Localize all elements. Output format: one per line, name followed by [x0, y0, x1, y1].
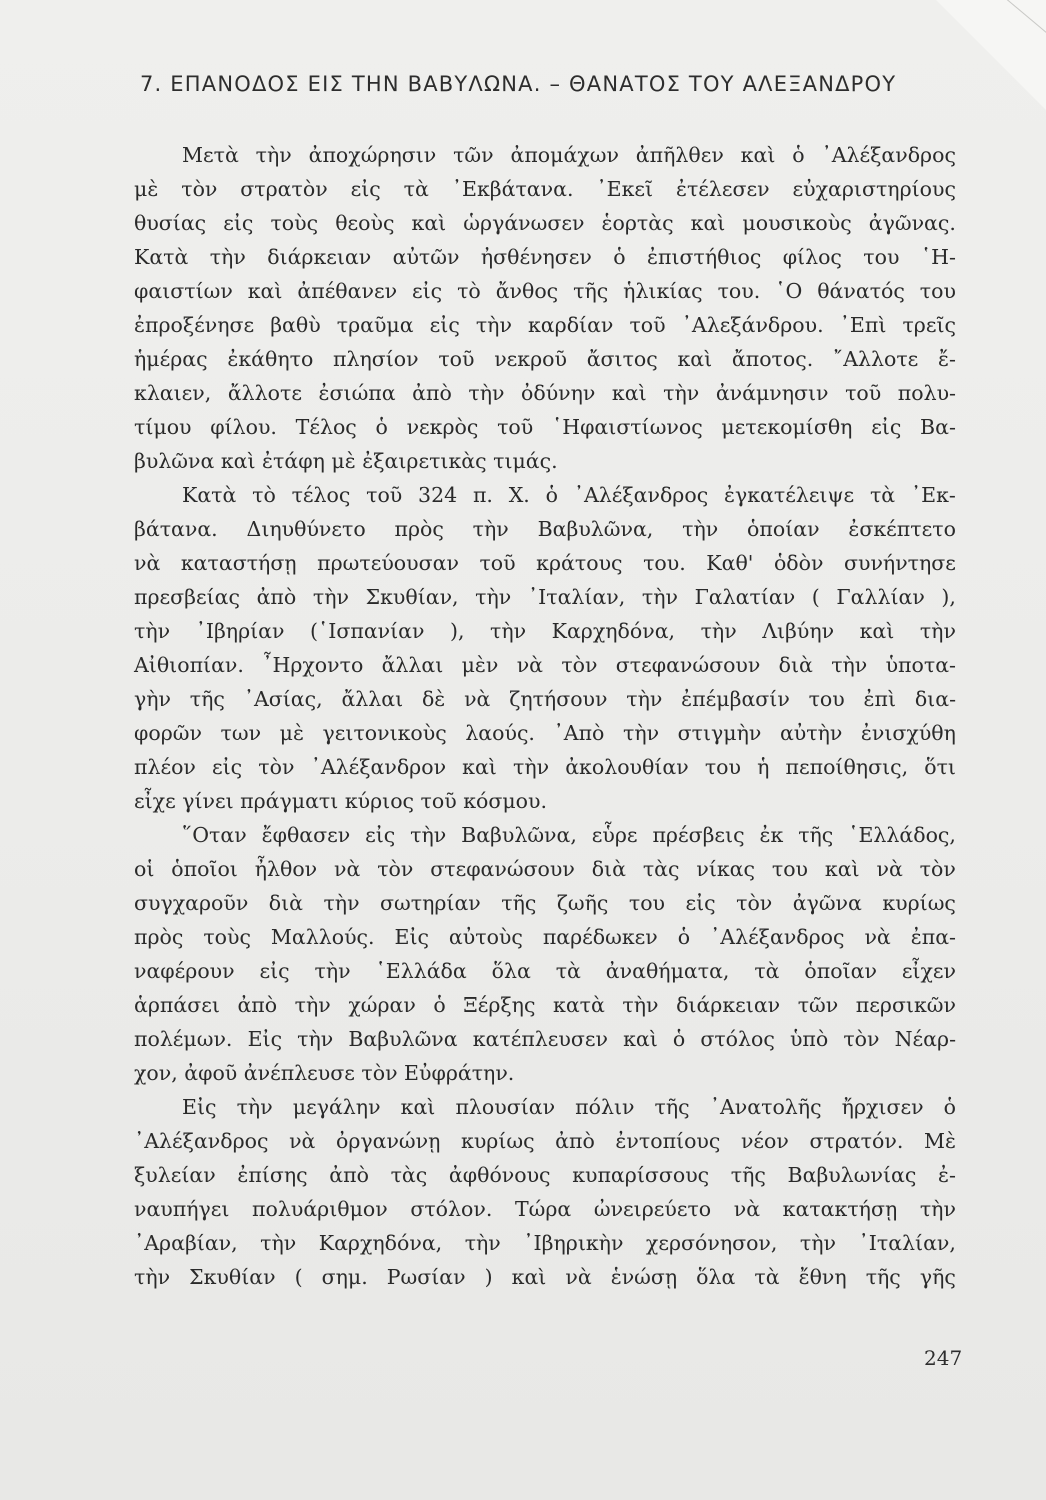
text-line: φορῶν των μὲ γειτονικοὺς λαούς. ᾿Απὸ τὴν στιγμὴν αὐτὴν ἐνισχύθη: [134, 721, 956, 745]
text-line: Μετὰ τὴν ἀποχώρησιν τῶν ἀπομάχων ἀπῆλθεν καὶ ὁ ᾿Αλέξανδρος: [182, 143, 956, 167]
text-line: τὴν Σκυθίαν ( σημ. Ρωσίαν ) καὶ νὰ ἑνώσῃ ὅλα τὰ ἔθνη τῆς γῆς: [134, 1265, 956, 1289]
text-line: ᾿Αλέξανδρος νὰ ὀργανώνῃ κυρίως ἀπὸ ἐντοπίους νέον στρατόν. Μὲ: [134, 1129, 956, 1153]
text-line: τίμου φίλου. Τέλος ὁ νεκρὸς τοῦ ῾Ηφαιστίωνος μετεκομίσθη εἰς Βα-: [134, 415, 956, 439]
text-line: Εἰς τὴν μεγάλην καὶ πλουσίαν πόλιν τῆς ᾿Ανατολῆς ἤρχισεν ὁ: [182, 1095, 956, 1119]
text-line: πολέμων. Εἰς τὴν Βαβυλῶνα κατέπλευσεν καὶ ὁ στόλος ὑπὸ τὸν Νέαρ-: [134, 1027, 956, 1051]
page-number: 247: [924, 1346, 963, 1370]
text-line: ναυπήγει πολυάριθμον στόλον. Τώρα ὠνειρεύετο νὰ κατακτήσῃ τὴν: [134, 1197, 956, 1221]
text-line: ἡμέρας ἐκάθητο πλησίον τοῦ νεκροῦ ἄσιτος καὶ ἄποτος. ῎Αλλοτε ἔ-: [134, 347, 956, 371]
text-line: χον, ἀφοῦ ἀνέπλευσε τὸν Εὐφράτην.: [134, 1061, 515, 1085]
text-line: κλαιεν, ἄλλοτε ἐσιώπα ἀπὸ τὴν ὀδύνην καὶ τὴν ἀνάμνησιν τοῦ πολυ-: [134, 381, 956, 405]
text-line: ῞Οταν ἔφθασεν εἰς τὴν Βαβυλῶνα, εὗρε πρέσβεις ἐκ τῆς ῾Ελλάδος,: [182, 823, 956, 847]
text-line: φαιστίων καὶ ἀπέθανεν εἰς τὸ ἄνθος τῆς ἡλικίας του. ῾Ο θάνατός του: [134, 279, 956, 303]
text-line: Αἰθιοπίαν. ῏Ηρχοντο ἄλλαι μὲν νὰ τὸν στεφανώσουν διὰ τὴν ὑποτα-: [134, 653, 956, 677]
body-text: [134, 138, 956, 1294]
text-line: ᾿Αραβίαν, τὴν Καρχηδόνα, τὴν ᾿Ιβηρικὴν χερσόνησον, τὴν ᾿Ιταλίαν,: [134, 1231, 956, 1255]
text-line: τὴν ᾿Ιβηρίαν (῾Ισπανίαν ), τὴν Καρχηδόνα, τὴν Λιβύην καὶ τὴν: [134, 619, 956, 643]
text-line: ἐπροξένησε βαθὺ τραῦμα εἰς τὴν καρδίαν τοῦ ᾿Αλεξάνδρου. ᾿Επὶ τρεῖς: [134, 313, 956, 337]
text-line: οἱ ὁποῖοι ἦλθον νὰ τὸν στεφανώσουν διὰ τὰς νίκας του καὶ νὰ τὸν: [134, 857, 956, 881]
text-line: Κατὰ τὸ τέλος τοῦ 324 π. Χ. ὁ ᾿Αλέξανδρος ἐγκατέλειψε τὰ ᾿Εκ-: [182, 483, 956, 507]
text-line: γὴν τῆς ᾿Ασίας, ἄλλαι δὲ νὰ ζητήσουν τὴν ἐπέμβασίν του ἐπὶ δια-: [134, 687, 956, 711]
text-line: βυλῶνα καὶ ἐτάφη μὲ ἐξαιρετικὰς τιμάς.: [134, 449, 558, 473]
text-line: θυσίας εἰς τοὺς θεοὺς καὶ ὡργάνωσεν ἑορτὰς καὶ μουσικοὺς ἀγῶνας.: [134, 211, 956, 235]
text-line: νὰ καταστήσῃ πρωτεύουσαν τοῦ κράτους του. Καθ' ὁδὸν συνήντησε: [134, 551, 956, 575]
text-line: πλέον εἰς τὸν ᾿Αλέξανδρον καὶ τὴν ἀκολουθίαν του ἡ πεποίθησις, ὅτι: [134, 755, 956, 779]
text-line: βάτανα. Διηυθύνετο πρὸς τὴν Βαβυλῶνα, τὴν ὁποίαν ἐσκέπτετο: [134, 517, 956, 541]
text-line: ἁρπάσει ἀπὸ τὴν χώραν ὁ Ξέρξης κατὰ τὴν διάρκειαν τῶν περσικῶν: [134, 993, 956, 1017]
text-line: συγχαροῦν διὰ τὴν σωτηρίαν τῆς ζωῆς του εἰς τὸν ἀγῶνα κυρίως: [134, 891, 956, 915]
chapter-title: 7. ΕΠΑΝΟΔΟΣ ΕΙΣ ΤΗΝ ΒΑΒΥΛΩΝΑ. – ΘΑΝΑΤΟΣ ΤΟΥ ΑΛΕΞΑΝΔΡΟΥ: [140, 72, 897, 96]
text-line: πρεσβείας ἀπὸ τὴν Σκυθίαν, τὴν ᾿Ιταλίαν, τὴν Γαλατίαν ( Γαλλίαν ),: [134, 585, 956, 609]
text-line: μὲ τὸν στρατὸν εἰς τὰ ᾿Εκβάτανα. ᾿Εκεῖ ἐτέλεσεν εὐχαριστηρίους: [134, 177, 956, 201]
text-line: ξυλείαν ἐπίσης ἀπὸ τὰς ἀφθόνους κυπαρίσσους τῆς Βαβυλωνίας ἐ-: [134, 1163, 956, 1187]
text-line: Κατὰ τὴν διάρκειαν αὐτῶν ἠσθένησεν ὁ ἐπιστήθιος φίλος του ῾Η-: [134, 245, 956, 269]
text-line: πρὸς τοὺς Μαλλούς. Εἰς αὐτοὺς παρέδωκεν ὁ ᾿Αλέξανδρος νὰ ἐπα-: [134, 925, 956, 949]
text-line: εἶχε γίνει πράγματι κύριος τοῦ κόσμου.: [134, 789, 547, 813]
text-line: ναφέρουν εἰς τὴν ῾Ελλάδα ὅλα τὰ ἀναθήματα, τὰ ὁποῖαν εἶχεν: [134, 959, 956, 983]
